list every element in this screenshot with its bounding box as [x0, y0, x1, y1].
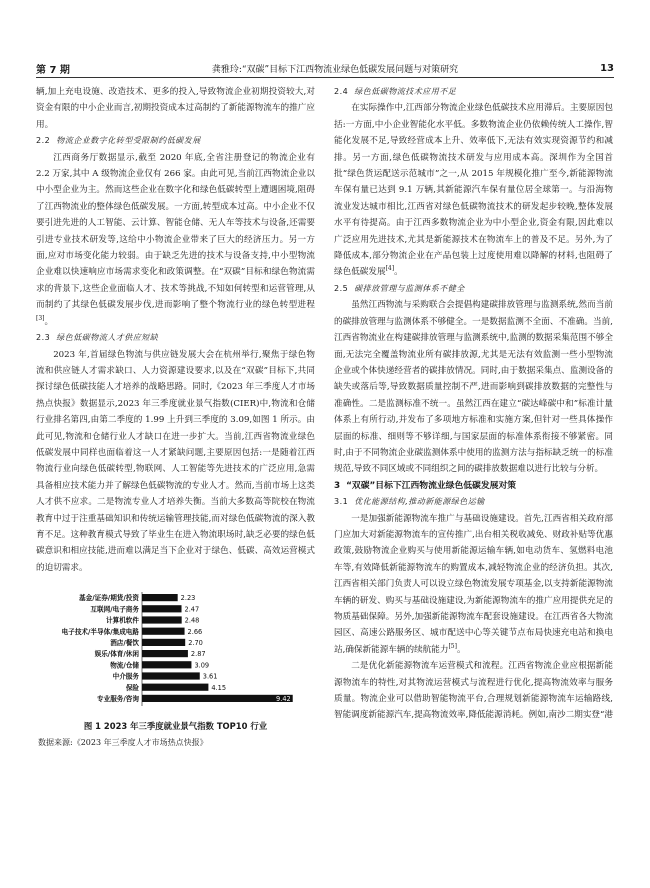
data-label: 2.47: [184, 605, 200, 614]
figure-1-chart: [36, 590, 315, 710]
data-label: 2.48: [184, 616, 200, 625]
category-label: 专业服务/咨询: [97, 695, 139, 704]
section-title: 绿色低碳物流技术应用不足: [354, 87, 457, 96]
section-2-5-heading: [334, 281, 613, 297]
bar: [142, 695, 293, 702]
section-number: 3: [334, 480, 341, 491]
section-title: 优化能源结构,推动新能源绿色运输: [354, 497, 485, 507]
right-column: [334, 84, 613, 724]
category-label: 计算机软件: [106, 616, 139, 625]
category-label: 中介服务: [112, 672, 139, 681]
figure-source: 数据来源:《2023 年三季度人才市场热点快报》: [38, 737, 208, 747]
section-2-4-heading: [334, 84, 613, 100]
paragraph-continued: 辆,加上充电设施、改造技术、更多的投入,导致物流企业初期投资较大,对资金有限的中小企业而言,初期投资成本过高制约了新能源物流车的推广应用。: [36, 87, 315, 130]
section-2-2-heading: [36, 133, 315, 149]
section-3-heading: [334, 478, 613, 494]
category-label: 酒店/餐饮: [110, 639, 139, 648]
paragraph-2-2: 江西商务厅数据显示,截至 2020 年底,全省注册登记的物流企业有 2.2 万家,其中 A 级物流企业仅有 266 家。由此可见,当前江西物流企业以中小型企业为主。然而这些企业在数字化和绿色低碳转型上遭遇困境,阻碍了江西物流业的整体绿色低碳发展。一方面,转型成本过高。中小企业不仅要引进先进的人工智能、云计算、智能仓储、无人车等技术与设备,还需要引进专业技术研发等,这给中小物流企业带来了巨大的经济压力。另一方面,应对市场变化能力较弱。由于缺乏先进的技术与设备支持,中小型物流企业难以快速响应市场需求变化和政策调整。在“双碳”目标和绿色物流需求的背景下,这些企业面临人才、技术等挑战,不知如何转型和运营管理,从而制约了其绿色低碳发展步伐,进而影响了整个物流行业的绿色转型进程[3]。: [36, 152, 315, 327]
paragraph-2-3: 2023 年,首届绿色物流与供应链发展大会在杭州举行,聚焦于绿色物流和供应链人才需求缺口、人力资源建设要求,以及在“双碳”目标下,共同探讨绿色低碳技能人才培养的战略思路。同时,《2023 年三季度人才市场热点快报》数据显示,2023 年三季度就业景气指数(CIER)中,物流和仓储行业排名第四,由第二季度的 1.99 上升到三季度的 3.09,如图 1 所示。由此可见,物流和仓储行业人才缺口在进一步扩大。当前,江西省物流业绿色低碳发展中同样也面临着这一人才紧缺问题,主要原因包括:一是随着江西物流行业向绿色低碳转型,物联网、人工智能等先进技术的广泛应用,急需具备相应技术能力并了解绿色低碳物流的专业人才。然而,当前市场上这类人才供不应求。二是物流专业人才培养失衡。当前大多数高等院校在物流教育中过于注重基础知识和传统运输管理技能,而对绿色低碳物流的深入教育不足。这种教育模式导致了毕业生在进入物流职场时,缺乏必要的绿色低碳意识和相应技能,进而难以满足当下企业对于绿色、低碳、高效运营模式的迫切需求。: [36, 349, 315, 573]
bar: [142, 661, 191, 668]
data-label: 2.66: [187, 627, 203, 636]
paragraph-3-1-a: 一是加强新能源物流车推广与基础设施建设。首先,江西省相关政府部门应加大对新能源物流车的宣传推广,出台相关税收减免、财政补贴等优惠政策,鼓励物流企业购买与使用新能源运输车辆,如电动货车、氢燃料电池车等,有效降低新能源物流车的购置成本,减轻物流企业的经济负担。其次,江西省相关部门负责人可以设立绿色物流发展专项基金,以支持新能源物流车辆的研发、购买与基础设施建设,为新能源物流车的推广应用提供充足的物质基础保障。另外,加强新能源物流车配套设施建设。在江西省各大物流园区、高速公路服务区、城市配送中心等关键节点布局快速充电站和换电站,确保新能源车辆的续航能力[5]。: [334, 513, 613, 655]
bar: [142, 650, 188, 657]
bar: [142, 594, 178, 601]
category-label: 基金/证券/期货/投资: [79, 594, 139, 603]
bar: [142, 617, 182, 624]
page-number: 13: [600, 63, 614, 74]
paragraph-3-1-b: 二是优化新能源物流车运营模式和流程。江西省物流企业应根据新能源物流车的特性,对其物流运营模式与流程进行优化,提高物流效率与服务质量。物流企业可以借助智能物流平台,合理规划新能源物流车运输路线,智能调度新能源汽车,提高物流效率,降低能源消耗。例如,南沙二期实登“港: [334, 661, 613, 721]
section-3-1-heading: [334, 494, 613, 510]
bar: [142, 673, 200, 680]
data-label: 2.70: [188, 639, 203, 648]
section-2-3-heading: [36, 330, 315, 346]
bar: [142, 684, 208, 691]
data-label: 2.23: [180, 594, 196, 603]
category-label: 保险: [125, 683, 139, 692]
section-number: 3.1: [334, 497, 349, 507]
figure-caption: 图 1 2023 年三季度就业景气指数 TOP10 行业: [83, 721, 268, 732]
data-label: 4.15: [211, 683, 227, 692]
category-label: 电子技术/半导体/集成电路: [61, 627, 139, 636]
section-title: “双碳”目标下江西物流业绿色低碳发展对策: [346, 480, 517, 491]
section-title: 绿色低碳物流人才供应短缺: [56, 333, 159, 343]
data-label: 2.87: [190, 650, 206, 659]
section-number: 2.2: [36, 136, 51, 146]
category-label: 互联网/电子商务: [90, 605, 139, 614]
bar: [142, 639, 185, 646]
section-number: 2.3: [36, 333, 51, 343]
citation: [5]: [448, 642, 457, 650]
section-title: 碳排放管理与监测体系不健全: [354, 283, 465, 293]
category-label: 物流/仓储: [110, 661, 139, 670]
section-number: 2.5: [334, 283, 349, 293]
section-title: 物流企业数字化转型受限制约低碳发展: [56, 136, 201, 146]
page-header: [36, 60, 614, 78]
paragraph-2-4: 在实际操作中,江西部分物流企业绿色低碳技术应用滞后。主要原因包括:一方面,中小企业智能化水平低。多数物流企业仍依赖传统人工操作,智能化发展不足,导致经营成本上升、效率低下,无法有效实现资源节约和减排。另一方面,绿色低碳物流技术研发与应用成本高。深圳作为全国首批“绿色货运配送示范城市”之一,从 2015 年规模化推广至今,新能源物流车保有量已达到 9.1 万辆,其新能源汽车保有量位居全球第一。与沿海物流业发达城市相比,江西省对绿色低碳物流技术的研发起步较晚,整体发展水平有待提高。由于江西多数物流企业为中小型企业,资金有限,因此难以广泛应用先进技术,尤其是新能源技术在物流车上的普及不足。另外,为了降低成本,部分物流企业在产品包装上过度使用难以降解的材料,也阻碍了绿色低碳发展[4]。: [334, 103, 613, 278]
section-number: 2.4: [334, 87, 349, 96]
data-label: 3.61: [202, 672, 218, 681]
data-label: 9.42: [276, 695, 291, 704]
bar: [142, 605, 182, 612]
issue-label: 第 7 期: [36, 65, 70, 76]
data-label: 3.09: [194, 661, 210, 670]
citation: [3]: [36, 314, 45, 322]
category-label: 娱乐/体育/休闲: [94, 650, 139, 659]
paragraph-2-5: 虽然江西物流与采购联合会提倡构建碳排放管理与监测系统,然而当前的碳排放管理与监测体系不够健全。一是数据监测不全面、不准确。当前,江西省物流业在构建碳排放管理与监测系统中,监测的数据采集范围不够全面,无法完全覆盖物流业所有碳排放源,尤其是无法有效监测一些小型物流企业或个体快递经营者的碳排放情况。同时,由于数据采集点、监测设备的缺失或落后等,导致数据质量控制不严,进而影响到碳排放数据的完整性与准确性。二是监测标准不统一。虽然江西在建立“碳达峰碳中和”标准计量体系上有所行动,并发布了多项地方标准和实施方案,但针对一些具体操作层面的标准、细则等不够详细,与国家层面的标准体系衔接不够紧密。同时,由于不同物流企业碳监测体系中使用的监测方法与指标缺乏统一的标准规范,导致不同区域或不同组织之间的碳排放数据难以进行比较与分析。: [334, 300, 613, 475]
left-column: [36, 84, 315, 751]
running-title: 龚雅玲:“双碳”目标下江西物流业绿色低碳发展问题与对策研究: [211, 65, 459, 75]
bar: [142, 628, 185, 635]
citation: [4]: [385, 265, 395, 273]
bar-chart: [36, 590, 315, 710]
